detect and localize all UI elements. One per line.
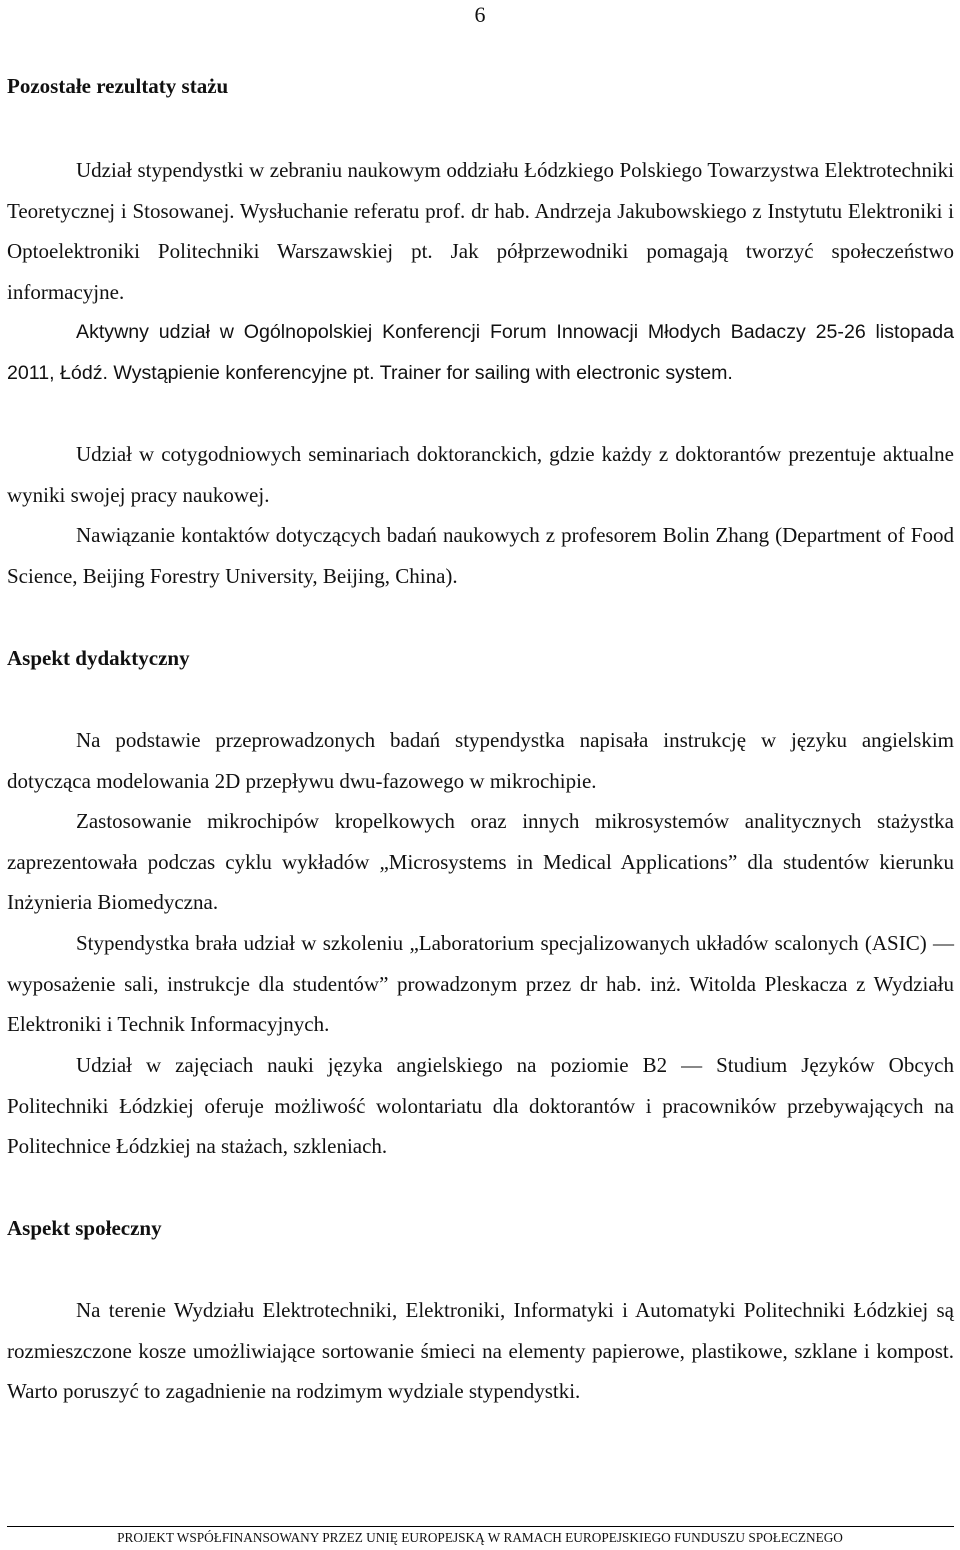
section-heading-social: Aspekt społeczny: [7, 1216, 162, 1240]
paragraph-contacts: Nawiązanie kontaktów dotyczących badań naukowych z profesorem Bolin Zhang (Department of Food Science, Beijing Forestry University, Beijing, China).: [7, 523, 954, 588]
footer-text: PROJEKT WSPÓŁFINANSOWANY PRZEZ UNIĘ EUROPEJSKĄ W RAMACH EUROPEJSKIEGO FUNDUSZU SPOŁECZNEGO: [117, 1530, 843, 1545]
paragraph-instruction: Na podstawie przeprowadzonych badań stypendystka napisała instrukcję w języku angielskim dotycząca modelowania 2D przepływu dwu-fazowego w mikrochipie.: [7, 728, 954, 793]
page-number: 6: [474, 2, 486, 27]
paragraph-asic-training: Stypendystka brała udział w szkoleniu „Laboratorium specjalizowanych układów scalonych (ASIC) — wyposażenie sali, instrukcje dla studentów” prowadzonym przez dr hab. inż. Witolda Pleskacza z Wydziału Elektroniki i Technik Informacyjnych.: [7, 931, 954, 1037]
section-heading-results: Pozostałe rezultaty stażu: [7, 74, 229, 98]
paragraph-seminars: Udział w cotygodniowych seminariach doktoranckich, gdzie każdy z doktorantów prezentuje aktualne wyniki swojej pracy naukowej.: [7, 442, 954, 507]
paragraph-microchips: Zastosowanie mikrochipów kropelkowych oraz innych mikrosystemów analitycznych stażystka zaprezentowała podczas cyklu wykładów „Microsystems in Medical Applications” dla studentów kierunku Inżynieria Biomedyczna.: [7, 809, 954, 915]
paragraph-english-classes: Udział w zajęciach nauki języka angielskiego na poziomie B2 — Studium Języków Obcych Politechniki Łódzkiej oferuje możliwość wolontariatu dla doktorantów i pracowników przebywających na Politechnice Łódzkiej na stażach, szkleniach.: [7, 1053, 954, 1159]
paragraph-conference: Aktywny udział w Ogólnopolskiej Konferencji Forum Innowacji Młodych Badaczy 25-26 listopada 2011, Łódź. Wystąpienie konferencyjne pt. Trainer for sailing with electronic system.: [7, 321, 954, 384]
paragraph-recycling: Na terenie Wydziału Elektrotechniki, Elektroniki, Informatyki i Automatyki Politechniki Łódzkiej są rozmieszczone kosze umożliwiające sortowanie śmieci na elementy papierowe, plastikowe, szklane i kompost. Warto poruszyć to zagadnienie na rodzimym wydziale stypendystki.: [7, 1298, 954, 1404]
paragraph-ptete-meeting: Udział stypendystki w zebraniu naukowym oddziału Łódzkiego Polskiego Towarzystwa Elektrotechniki Teoretycznej i Stosowanej. Wysłuchanie referatu prof. dr hab. Andrzeja Jakubowskiego z Instytutu Elektroniki i Optoelektroniki Politechniki Warszawskiej pt. Jak półprzewodniki pomagają tworzyć społeczeństwo informacyjne.: [7, 158, 954, 305]
section-heading-didactic: Aspekt dydaktyczny: [7, 646, 190, 670]
footer-divider: [7, 1526, 954, 1527]
